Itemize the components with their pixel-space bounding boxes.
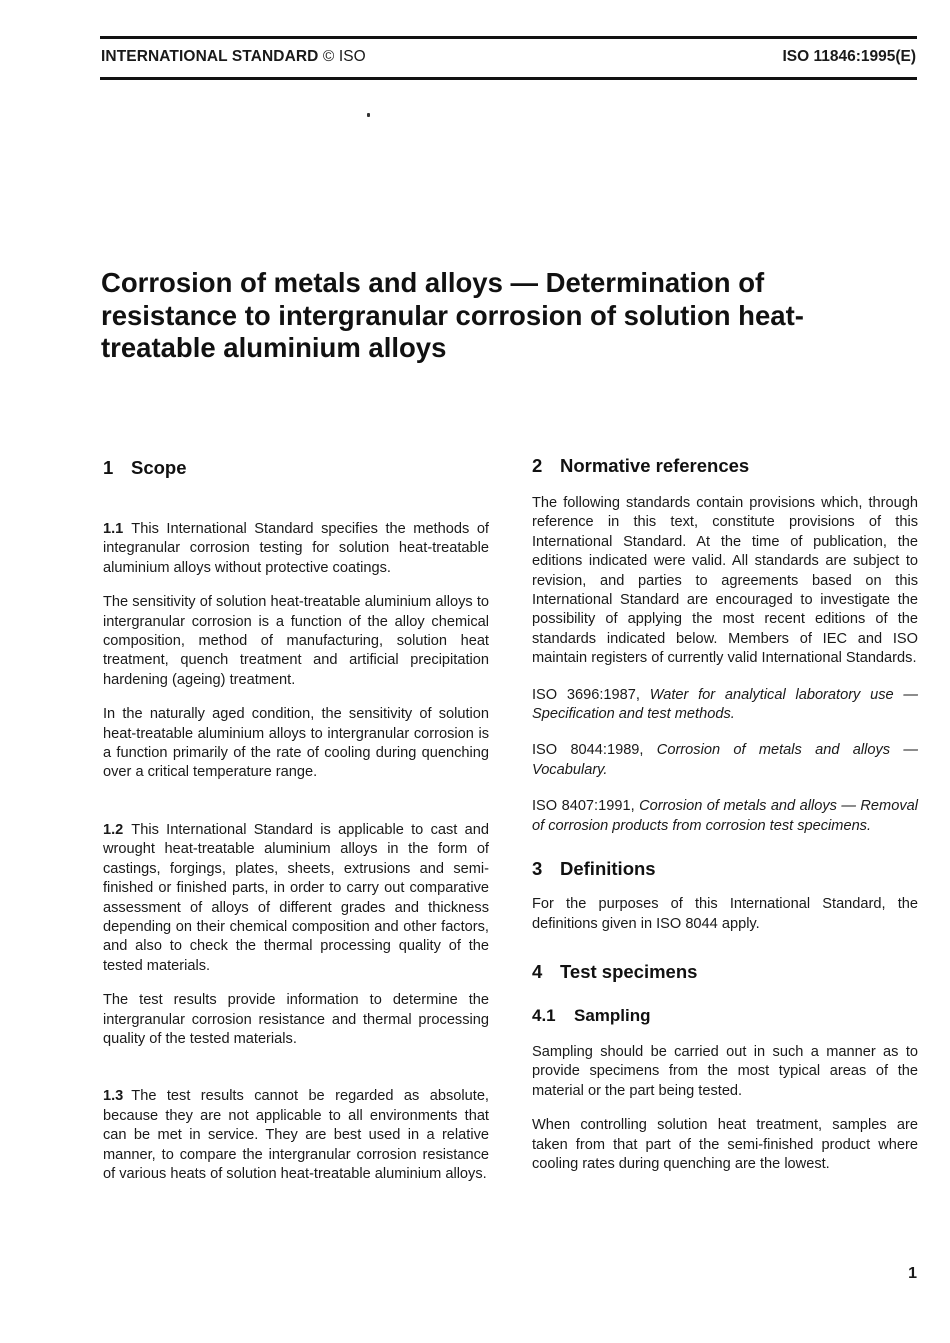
left-column: [103, 452, 489, 1184]
normative-references-intro: The following standards contain provisions which, through reference in this text, constitute provisions of this International Standard. At the time of publication, the editions indicated were valid. All standards are subject to revision, and parties to agreements based on this International Standard are encouraged to investigate the possibility of applying the most recent editions of the standards indicated below. Members of IEC and ISO maintain registers of currently valid International Standards.: [532, 495, 918, 667]
document-title: Corrosion of metals and alloys — Determination of resistance to intergranular corrosion of solution heat-treatable aluminium alloys: [101, 267, 804, 363]
clause-1-1: [103, 520, 489, 578]
clause-1-2: [103, 821, 489, 976]
section-number: 2: [532, 455, 543, 476]
paragraph-test-results: The test results provide information to determine the intergranular corrosion resistance and thermal processing quality of the tested materials.: [103, 992, 489, 1047]
section-test-specimens-heading: [532, 960, 918, 984]
section-title: Scope: [131, 457, 187, 478]
reference-title: Corrosion of metals and alloys — Vocabulary.: [532, 742, 918, 778]
reference-code: ISO 8407:1991,: [532, 798, 635, 815]
clause-number: 1.2: [103, 821, 124, 838]
clause-text: This International Standard specifies the methods of integranular corrosion testing for solution heat-treatable aluminium alloys without protective coatings.: [103, 521, 489, 576]
subsection-title: Sampling: [574, 1005, 651, 1025]
header-copyright: © ISO: [322, 48, 366, 65]
subsection-number: 4.1: [532, 1005, 556, 1025]
right-column: [532, 452, 918, 1174]
reference-code: ISO 8044:1989,: [532, 742, 644, 759]
subsection-sampling-heading: [532, 1005, 918, 1027]
clause-number: 1.3: [103, 1088, 124, 1105]
sampling-paragraph-2: When controlling solution heat treatment, samples are taken from that part of the semi-finished product where cooling rates during quenching are the lowest.: [532, 1117, 918, 1172]
clause-text: This International Standard is applicable to cast and wrought heat-treatable aluminium alloys in the form of castings, forgings, plates, sheets, extrusions and semi-finished or finished parts, in order to carry out comparative assessment of alloys of different grades and thickness depending on their chemical composition and other factors, and also to check the thermal processing quality of the tested materials.: [103, 821, 489, 974]
section-number: 4: [532, 960, 543, 982]
clause-1-3: [103, 1087, 489, 1184]
paragraph-naturally-aged: In the naturally aged condition, the sensitivity of solution heat-treatable aluminium alloys to intergranular corrosion is a function primarily of the rate of cooling during quenching over a critical temperature range.: [103, 706, 489, 781]
reference-item: [532, 686, 918, 725]
scan-speck: [367, 113, 370, 117]
header-standard-title: INTERNATIONAL STANDARD: [101, 48, 319, 65]
header-standard-label: [101, 48, 366, 66]
sampling-paragraph-1: Sampling should be carried out in such a manner as to provide specimens from the most typical areas of the material or the part being tested.: [532, 1043, 918, 1099]
clause-text: The test results cannot be regarded as absolute, because they are not applicable to all environments that can be met in service. They are best used in a relative manner, to compare the intergranular corrosion resistance of various heats of solution heat-treatable aluminium alloys.: [103, 1088, 489, 1182]
section-number: 3: [532, 858, 543, 880]
paragraph-sensitivity: The sensitivity of solution heat-treatable aluminium alloys to intergranular corrosion is a function of the alloy chemical composition, method of manufacturing, solution heat treatment, quench treatment and artificial precipitation hardening (ageing) treatment.: [103, 594, 489, 688]
reference-item: [532, 797, 918, 836]
header-rule-bottom: [100, 77, 917, 80]
reference-item: [532, 741, 918, 780]
reference-title: Water for analytical laboratory use — Specification and test methods.: [532, 686, 918, 723]
clause-number: 1.1: [103, 521, 124, 537]
section-scope-heading: [103, 456, 489, 480]
header-document-code: ISO 11846:1995(E): [782, 48, 916, 65]
page-number: 1: [908, 1265, 917, 1282]
section-definitions-heading: [532, 857, 918, 881]
section-title: Normative references: [560, 455, 750, 476]
reference-code: ISO 3696:1987,: [532, 686, 640, 703]
section-title: Definitions: [560, 858, 656, 880]
definitions-text: For the purposes of this International Standard, the definitions given in ISO 8044 apply.: [532, 896, 918, 932]
section-normative-references-heading: [532, 454, 918, 478]
section-number: 1: [103, 457, 114, 478]
reference-title: Corrosion of metals and alloys — Removal of corrosion products from corrosion test specimens.: [532, 798, 918, 834]
header-rule-top: [100, 36, 917, 39]
section-title: Test specimens: [560, 960, 698, 982]
